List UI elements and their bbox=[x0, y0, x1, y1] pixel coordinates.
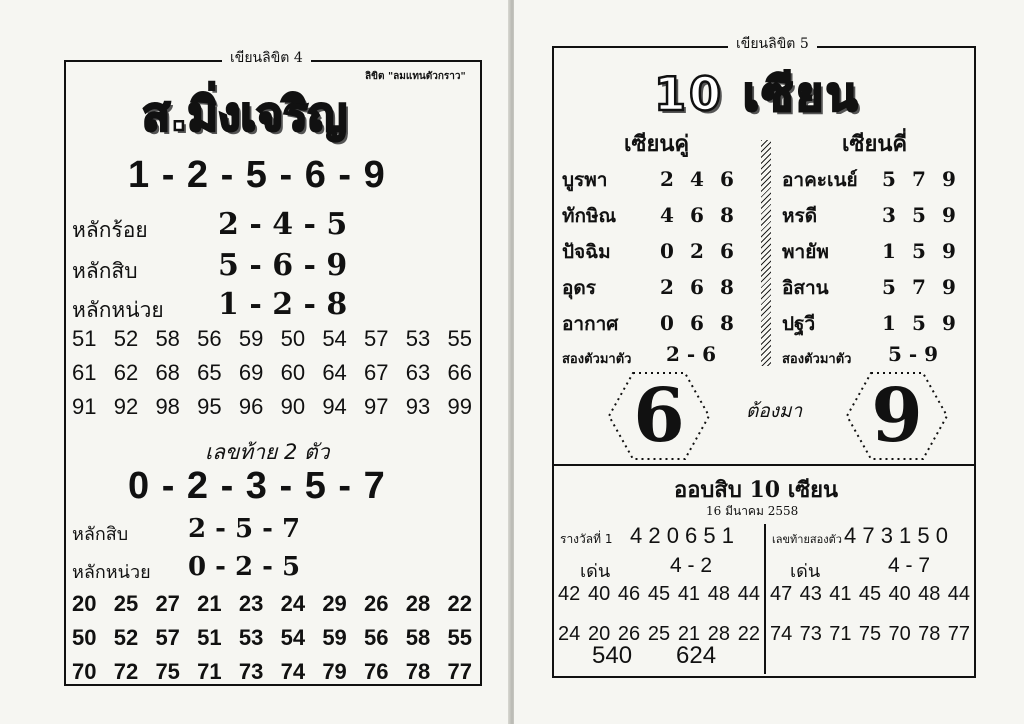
number-cell: 43 bbox=[799, 583, 822, 605]
number-cell: 24 bbox=[558, 623, 581, 645]
number-cell: 77 bbox=[947, 623, 970, 645]
combo-number: 67 bbox=[364, 360, 389, 385]
digit: 4 bbox=[660, 203, 674, 227]
combo-number: 68 bbox=[155, 360, 180, 385]
digit: 0 bbox=[660, 239, 674, 263]
even-row bbox=[562, 273, 752, 303]
even-row bbox=[562, 201, 752, 231]
left-title: ส.มิ่งเจริญ bbox=[142, 87, 347, 141]
prize1-value: 4 2 0 6 5 1 bbox=[630, 523, 734, 548]
two-digit-number: 75 bbox=[155, 659, 180, 684]
combo-number: 62 bbox=[113, 360, 139, 385]
odd-heading: เซียนคี่ bbox=[842, 132, 908, 157]
combo-number: 66 bbox=[447, 360, 472, 385]
digit: 6 bbox=[720, 167, 734, 191]
combo-number: 50 bbox=[280, 326, 306, 351]
hex-right-number: 9 bbox=[871, 373, 923, 459]
two-digit-number: 72 bbox=[113, 659, 139, 684]
number-cell: 41 bbox=[829, 583, 852, 605]
combo-number: 65 bbox=[197, 360, 222, 385]
two-digit-number: 77 bbox=[447, 659, 472, 684]
left-pick-value: 4 - 2 bbox=[670, 554, 713, 577]
combo-number: 63 bbox=[405, 360, 431, 385]
bottom-divider bbox=[764, 524, 766, 674]
combo-number: 95 bbox=[197, 394, 222, 419]
number-cell: 41 bbox=[677, 583, 701, 605]
number-row bbox=[558, 577, 760, 617]
digit: 8 bbox=[720, 203, 734, 227]
two-digit-number: 51 bbox=[197, 625, 222, 650]
even-row bbox=[562, 165, 752, 195]
number-cell: 78 bbox=[918, 623, 941, 645]
tens-digits: 5 - 6 - 9 bbox=[218, 248, 348, 283]
two-digit-number: 74 bbox=[280, 659, 306, 684]
digit: 5 bbox=[882, 167, 896, 191]
digit: 4 bbox=[690, 167, 704, 191]
two-digit-number: 76 bbox=[364, 659, 389, 684]
digit: 5 bbox=[912, 239, 926, 263]
digit: 6 bbox=[690, 311, 704, 335]
combo-number: 91 bbox=[72, 394, 97, 419]
digit: 6 bbox=[690, 203, 704, 227]
must-come-label: ต้องมา bbox=[746, 400, 803, 422]
right-header: เขียนลิขิต 5 bbox=[728, 35, 817, 53]
two-digit-number: 29 bbox=[322, 591, 347, 616]
combo-number: 99 bbox=[447, 394, 472, 419]
digit: 5 bbox=[882, 275, 896, 299]
two-digit-main: 0 - 2 - 3 - 5 - 7 bbox=[128, 465, 386, 507]
number-row bbox=[770, 577, 970, 617]
digit: 6 bbox=[720, 239, 734, 263]
right-pick-label: เด่น bbox=[790, 561, 821, 582]
combo-number: 64 bbox=[322, 360, 347, 385]
two-digit-number: 56 bbox=[364, 625, 389, 650]
number-cell: 44 bbox=[947, 583, 970, 605]
last2-value: 4 7 3 1 5 0 bbox=[844, 523, 948, 548]
combo-number: 94 bbox=[322, 394, 347, 419]
credit-text: ลิขิต "ลมแทนตัวกราว" bbox=[365, 71, 466, 82]
combo-number: 92 bbox=[113, 394, 139, 419]
number-cell: 22 bbox=[737, 623, 760, 645]
two-digit-number: 70 bbox=[72, 659, 97, 684]
number-cell: 46 bbox=[617, 583, 641, 605]
number-cell: 21 bbox=[677, 623, 701, 645]
two-digit-number: 59 bbox=[322, 625, 347, 650]
left-header: เขียนลิขิต 4 bbox=[222, 49, 311, 67]
two-digit-number: 20 bbox=[72, 591, 97, 616]
number-cell: 45 bbox=[858, 583, 882, 605]
combo-row bbox=[72, 390, 472, 424]
digit: 5 bbox=[912, 203, 926, 227]
two-units-label: หลักหน่วย bbox=[72, 562, 151, 583]
combo-number: 54 bbox=[322, 326, 347, 351]
even-two-label: สองตัวมาตัว bbox=[562, 352, 632, 367]
digit: 7 bbox=[912, 275, 926, 299]
combo-number: 57 bbox=[364, 326, 389, 351]
combo-number: 69 bbox=[238, 360, 264, 385]
section-divider bbox=[552, 464, 974, 466]
direction-name: หรดี bbox=[782, 205, 818, 227]
number-cell: 71 bbox=[829, 623, 852, 645]
two-digit-row bbox=[72, 621, 472, 655]
two-digit-number: 58 bbox=[405, 625, 431, 650]
units-digits: 1 - 2 - 8 bbox=[218, 287, 348, 322]
digit: 5 bbox=[912, 311, 926, 335]
right-pick-value: 4 - 7 bbox=[888, 554, 931, 577]
combo-number: 56 bbox=[197, 326, 222, 351]
number-cell: 70 bbox=[888, 623, 911, 645]
digit: 9 bbox=[942, 311, 956, 335]
number-cell: 26 bbox=[617, 623, 641, 645]
number-cell: 73 bbox=[799, 623, 822, 645]
two-digit-number: 23 bbox=[238, 591, 264, 616]
two-digit-row bbox=[72, 587, 472, 621]
summary-date: 16 มีนาคม 2558 bbox=[706, 504, 799, 518]
odd-row bbox=[782, 273, 972, 303]
number-cell: 20 bbox=[587, 623, 611, 645]
left-number-grid bbox=[558, 577, 760, 651]
left-page bbox=[0, 0, 510, 724]
two-digit-number: 73 bbox=[238, 659, 264, 684]
direction-name: ปฐวี bbox=[782, 313, 816, 335]
combo-number-grid bbox=[72, 322, 472, 424]
number-cell: 74 bbox=[770, 623, 793, 645]
digit: 2 bbox=[660, 167, 674, 191]
number-cell: 47 bbox=[770, 583, 793, 605]
two-digit-number: 21 bbox=[197, 591, 222, 616]
two-digit-number: 54 bbox=[280, 625, 306, 650]
hex-left-number: 6 bbox=[633, 373, 685, 459]
hexagon-left bbox=[606, 370, 712, 462]
even-two-value: 2 - 6 bbox=[666, 342, 717, 366]
number-cell: 44 bbox=[737, 583, 760, 605]
combo-number: 51 bbox=[72, 326, 97, 351]
combo-row bbox=[72, 356, 472, 390]
digit: 7 bbox=[912, 167, 926, 191]
main-digits: 1 - 2 - 5 - 6 - 9 bbox=[128, 154, 386, 196]
tens-label: หลักสิบ bbox=[72, 259, 138, 283]
right-page bbox=[514, 0, 1024, 724]
direction-name: บูรพา bbox=[562, 169, 608, 191]
two-digit-number: 79 bbox=[322, 659, 347, 684]
last2-label: เลขท้ายสองตัว bbox=[772, 533, 842, 546]
number-cell: 40 bbox=[888, 583, 911, 605]
direction-name: อุดร bbox=[562, 277, 596, 299]
two-digit-number: 24 bbox=[280, 591, 306, 616]
digit: 8 bbox=[720, 311, 734, 335]
number-row bbox=[558, 617, 760, 651]
bottom-number: 540 bbox=[592, 642, 633, 669]
two-digit-number: 57 bbox=[155, 625, 180, 650]
hexagon-right bbox=[844, 370, 950, 462]
right-number-grid bbox=[770, 577, 970, 651]
odd-row bbox=[782, 309, 972, 339]
odd-row bbox=[782, 237, 972, 267]
combo-number: 96 bbox=[238, 394, 264, 419]
digit: 3 bbox=[882, 203, 896, 227]
combo-number: 60 bbox=[280, 360, 306, 385]
two-digit-number: 53 bbox=[238, 625, 264, 650]
two-digit-number: 50 bbox=[72, 625, 97, 650]
odd-row bbox=[782, 201, 972, 231]
digit: 2 bbox=[660, 275, 674, 299]
digit: 0 bbox=[660, 311, 674, 335]
number-cell: 48 bbox=[707, 583, 731, 605]
direction-name: อาคะเนย์ bbox=[782, 169, 858, 191]
combo-number: 52 bbox=[113, 326, 139, 351]
two-tens-label: หลักสิบ bbox=[72, 524, 129, 545]
two-digit-number: 71 bbox=[197, 659, 222, 684]
number-cell: 45 bbox=[647, 583, 671, 605]
combo-number: 93 bbox=[405, 394, 431, 419]
two-digit-number: 27 bbox=[155, 591, 180, 616]
direction-name: พายัพ bbox=[782, 241, 829, 263]
two-units-digits: 0 - 2 - 5 bbox=[188, 552, 301, 582]
two-digit-number: 78 bbox=[405, 659, 431, 684]
two-digit-row bbox=[72, 655, 472, 689]
two-tens-digits: 2 - 5 - 7 bbox=[188, 514, 301, 544]
direction-name: อิสาน bbox=[782, 277, 829, 299]
digit: 9 bbox=[942, 203, 956, 227]
two-digit-heading: เลขท้าย 2 ตัว bbox=[205, 440, 330, 464]
number-cell: 25 bbox=[647, 623, 671, 645]
hundreds-label: หลักร้อย bbox=[72, 218, 148, 242]
combo-number: 98 bbox=[155, 394, 180, 419]
left-pick-label: เด่น bbox=[580, 561, 611, 582]
digit: 1 bbox=[882, 239, 896, 263]
number-cell: 75 bbox=[858, 623, 882, 645]
odd-two-value: 5 - 9 bbox=[888, 342, 939, 366]
two-digit-number: 22 bbox=[447, 591, 472, 616]
digit: 8 bbox=[720, 275, 734, 299]
number-row bbox=[770, 617, 970, 651]
two-digit-number: 55 bbox=[447, 625, 472, 650]
two-digit-number: 52 bbox=[113, 625, 139, 650]
odd-two-label: สองตัวมาตัว bbox=[782, 352, 852, 367]
number-cell: 40 bbox=[587, 583, 611, 605]
combo-number: 55 bbox=[447, 326, 472, 351]
combo-number: 58 bbox=[155, 326, 180, 351]
even-row bbox=[562, 237, 752, 267]
prize1-label: รางวัลที่ 1 bbox=[560, 532, 613, 546]
combo-row bbox=[72, 322, 472, 356]
digit: 2 bbox=[690, 239, 704, 263]
direction-name: ปัจฉิม bbox=[562, 241, 611, 263]
number-cell: 48 bbox=[918, 583, 941, 605]
combo-number: 90 bbox=[280, 394, 306, 419]
summary-title: ออบสิบ 10 เซียน bbox=[674, 477, 839, 503]
digit: 9 bbox=[942, 239, 956, 263]
digit: 6 bbox=[690, 275, 704, 299]
combo-number: 59 bbox=[238, 326, 264, 351]
column-divider bbox=[761, 140, 771, 366]
combo-number: 97 bbox=[364, 394, 389, 419]
number-cell: 28 bbox=[707, 623, 731, 645]
two-digit-number: 26 bbox=[364, 591, 389, 616]
two-digit-number-grid bbox=[72, 587, 472, 689]
even-heading: เซียนคู่ bbox=[624, 132, 690, 157]
hundreds-digits: 2 - 4 - 5 bbox=[218, 207, 348, 242]
right-title: 10 เซียน bbox=[654, 67, 861, 121]
digit: 9 bbox=[942, 167, 956, 191]
direction-name: ทักษิณ bbox=[562, 205, 617, 227]
units-label: หลักหน่วย bbox=[72, 298, 164, 322]
even-row bbox=[562, 309, 752, 339]
two-digit-number: 25 bbox=[113, 591, 139, 616]
odd-row bbox=[782, 165, 972, 195]
direction-name: อากาศ bbox=[562, 313, 619, 335]
digit: 9 bbox=[942, 275, 956, 299]
combo-number: 53 bbox=[405, 326, 431, 351]
combo-number: 61 bbox=[72, 360, 97, 385]
bottom-number: 624 bbox=[676, 642, 717, 669]
two-digit-number: 28 bbox=[405, 591, 431, 616]
number-cell: 42 bbox=[558, 583, 581, 605]
digit: 1 bbox=[882, 311, 896, 335]
